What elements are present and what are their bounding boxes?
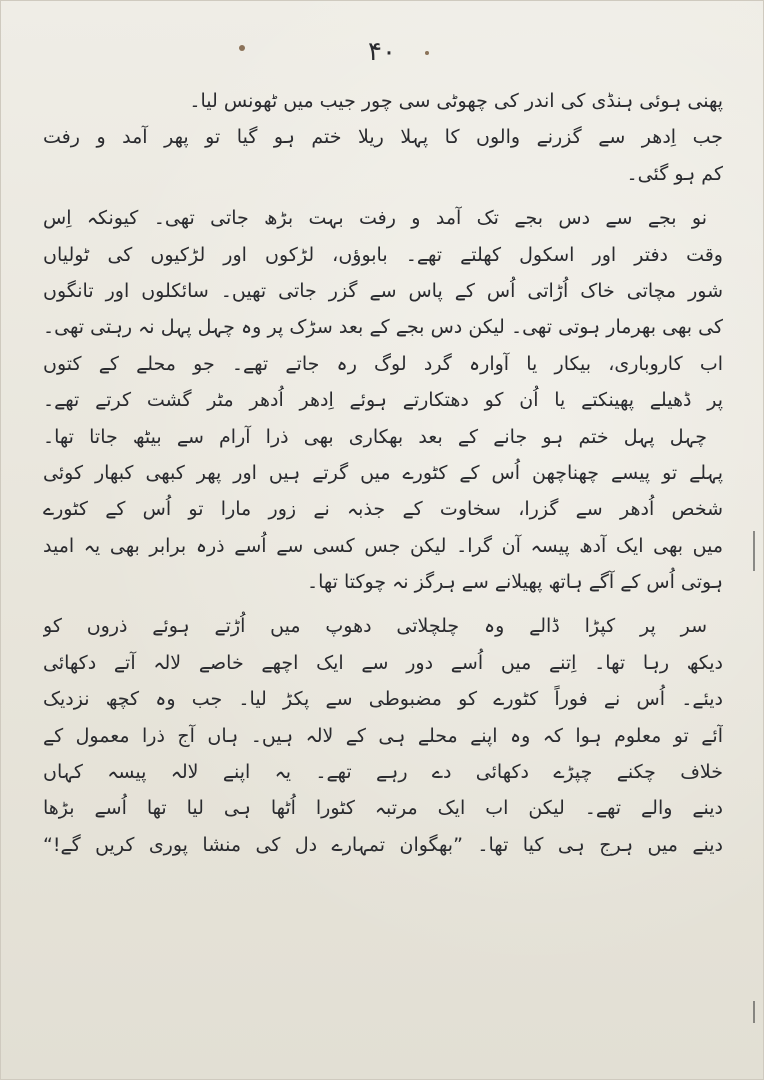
text-line: شخص اُدھر سے گزرا، سخاوت کے جذبہ نے زور مارا تو اُس کے کٹورے (43, 498, 723, 521)
text-line: کم ہو گئی۔ (626, 162, 723, 185)
text-line: شور مچاتی خاک اُڑاتی اُس کے پاس سے گزر جاتی تھیں۔ سائکلوں اور تانگوں (43, 279, 723, 302)
text-line: دینے والے تھے۔ لیکن اب ایک مرتبہ کٹورا اُٹھا ہی لیا تھا اُسے بڑھا (43, 797, 723, 820)
text-line: کی بھی بھرمار ہوتی تھی۔ لیکن دس بجے کے بعد سڑک پر وہ چہل پہل نہ رہتی تھی۔ (43, 316, 723, 339)
text-line: دینے میں ہرج ہی کیا تھا۔ ”بھگوان تمہارے دل کی منشا پوری کریں گے!“ (43, 833, 723, 856)
page-number: ۴۰ (368, 37, 396, 67)
text-line: پر ڈھیلے پھینکتے یا اُن کو دھتکارتے ہوئے اِدھر اُدھر مٹر گشت کرتے تھے۔ (43, 389, 723, 412)
text-line: دیکھ رہا تھا۔ اِتنے میں اُسے دور سے ایک اچھے خاصے لالہ آتے دکھائی (43, 651, 723, 674)
page-edge-mark (753, 1001, 755, 1023)
text-line: اب کاروباری، بیکار یا آوارہ گرد لوگ رہ جاتے تھے۔ جو محلے کے کتوں (43, 352, 723, 375)
body-text (43, 83, 723, 863)
text-line: پہلے تو پیسے چھناچھن اُس کے کٹورے میں گرتے ہیں اور پھر کبھی کبھار کوئی (43, 461, 723, 484)
text-line: آئے تو معلوم ہوا کہ وہ اپنے محلے ہی کے لالہ ہیں۔ ہاں آج ذرا معمول کے (43, 724, 723, 747)
text-line: ہوتی اُس کے آگے ہاتھ پھیلانے سے ہرگز نہ چوکتا تھا۔ (306, 571, 723, 594)
text-line: جب اِدھر سے گزرنے والوں کا پہلا ریلا ختم ہو گیا تو پھر آمد و رفت (43, 126, 723, 149)
text-line: پھنی ہوئی ہنڈی کی اندر کی چھوٹی سی چور جیب میں ٹھونس لیا۔ (189, 90, 723, 112)
ink-blot (425, 51, 429, 55)
text-line: نو بجے سے دس بجے تک آمد و رفت بہت بڑھ جاتی تھی۔ کیونکہ اِس (43, 207, 707, 230)
text-line: خلاف چکنے چپڑے دکھائی دے رہے تھے۔ یہ اپنے لالہ پیسہ کہاں (43, 761, 723, 784)
text-line: میں بھی ایک آدھ پیسہ آن گرا۔ لیکن جس کسی سے اُسے ذرہ برابر بھی یہ امید (43, 534, 723, 557)
ink-blot (239, 45, 245, 51)
text-line: دیئے۔ اُس نے فوراً کٹورے کو مضبوطی سے پکڑ لیا۔ جب وہ کچھ نزدیک (43, 688, 723, 711)
text-line: چہل پہل ختم ہو جانے کے بعد بھکاری بھی ذرا آرام سے بیٹھ جاتا تھا۔ (43, 425, 707, 448)
page-edge-mark (753, 531, 755, 571)
paragraph-gap (43, 600, 723, 608)
text-line: وقت دفتر اور اسکول کھلتے تھے۔ بابوؤں، لڑکوں اور لڑکیوں کی ٹولیاں (43, 243, 723, 266)
text-line: سر پر کپڑا ڈالے وہ چلچلاتی دھوپ میں اُڑتے ہوئے ذروں کو (43, 615, 707, 638)
paragraph-gap (43, 192, 723, 200)
